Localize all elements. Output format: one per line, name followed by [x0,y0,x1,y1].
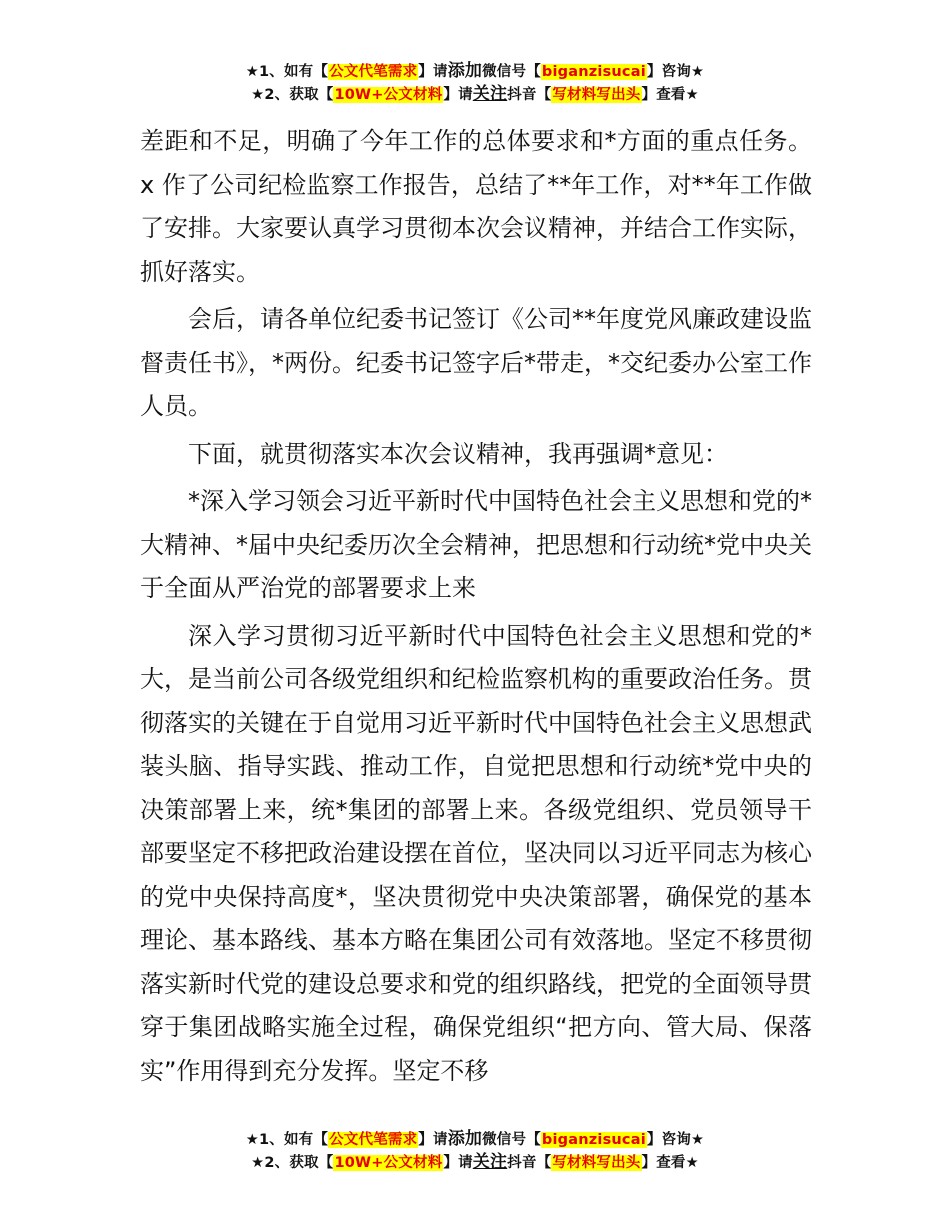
banner-text: 】咨询★ [646,1132,705,1148]
banner-text: 】查看★ [641,1155,699,1171]
banner-line-2 [0,83,950,106]
banner-text: 】查看★ [641,87,699,103]
highlight-wechat-id: biganzisucai [541,64,646,80]
paragraph: 会后，请各单位纪委书记签订《公司**年度党风廉政建设监督责任书》，*两份。纪委书记签字后*带走，*交纪委办公室工作人员。 [140,305,812,420]
paragraph: 差距和不足，明确了今年工作的总体要求和*方面的重点任务。x 作了公司纪检监察工作报告，总结了**年工作，对**年工作做了安排。大家要认真学习贯彻本次会议精神，并结合工作实际，抓好落实。 [140,127,812,286]
banner-line-2 [0,1151,950,1174]
banner-emphasis: 添加 [447,1129,483,1149]
highlight-douyin: 写材料写出头 [552,1155,641,1171]
highlight-ghostwriting: 公文代笔需求 [329,1132,418,1148]
banner-text: 】请 [443,87,473,103]
banner-text: 抖音【 [507,87,552,103]
banner-text: 微信号【 [482,1132,541,1148]
banner-text: 】请 [418,64,448,80]
footer-banner [0,1128,950,1174]
banner-text: ★2、获取【 [251,1155,334,1171]
banner-text: 】请 [418,1132,448,1148]
banner-text: 】咨询★ [646,64,705,80]
paragraph: 深入学习贯彻习近平新时代中国特色社会主义思想和党的*大，是当前公司各级党组织和纪检监察机构的重要政治任务。贯彻落实的关键在于自觉用习近平新时代中国特色社会主义思想武装头脑、指导实践、推动工作，自觉把思想和行动统*党中央的决策部署上来，统*集团的部署上来。各级党组织、党员领导干部要坚定不移把政治建设摆在首位，坚决同以习近平同志为核心的党中央保持高度*，坚决贯彻党中央决策部署，确保党的基本理论、基本路线、基本方略在集团公司有效落地。坚定不移贯彻落实新时代党的建设总要求和党的组织路线，把党的全面领导贯穿于集团战略实施全过程，确保党组织“把方向、管大局、保落实”作用得到充分发挥。坚定不移 [140,621,812,1085]
banner-line-1 [0,60,950,83]
section-heading: *深入学习领会习近平新时代中国特色社会主义思想和党的*大精神、*届中央纪委历次全会精神，把思想和行动统*党中央关于全面从严治党的部署要求上来 [140,487,812,602]
banner-emphasis: 关注 [472,84,508,104]
banner-text: 抖音【 [507,1155,552,1171]
highlight-materials: 10W+公文材料 [334,87,443,103]
highlight-materials: 10W+公文材料 [334,1155,443,1171]
banner-text: ★2、获取【 [251,87,334,103]
header-banner [0,60,950,106]
document-body [140,120,812,1097]
banner-emphasis: 关注 [472,1152,508,1172]
banner-text: ★1、如有【 [245,1132,329,1148]
banner-text: ★1、如有【 [245,64,329,80]
paragraph: 下面，就贯彻落实本次会议精神，我再强调*意见： [188,439,728,468]
highlight-ghostwriting: 公文代笔需求 [329,64,418,80]
banner-text: 微信号【 [482,64,541,80]
highlight-douyin: 写材料写出头 [552,87,641,103]
banner-line-1 [0,1128,950,1151]
highlight-wechat-id: biganzisucai [541,1132,646,1148]
banner-text: 】请 [443,1155,473,1171]
banner-emphasis: 添加 [447,61,483,81]
